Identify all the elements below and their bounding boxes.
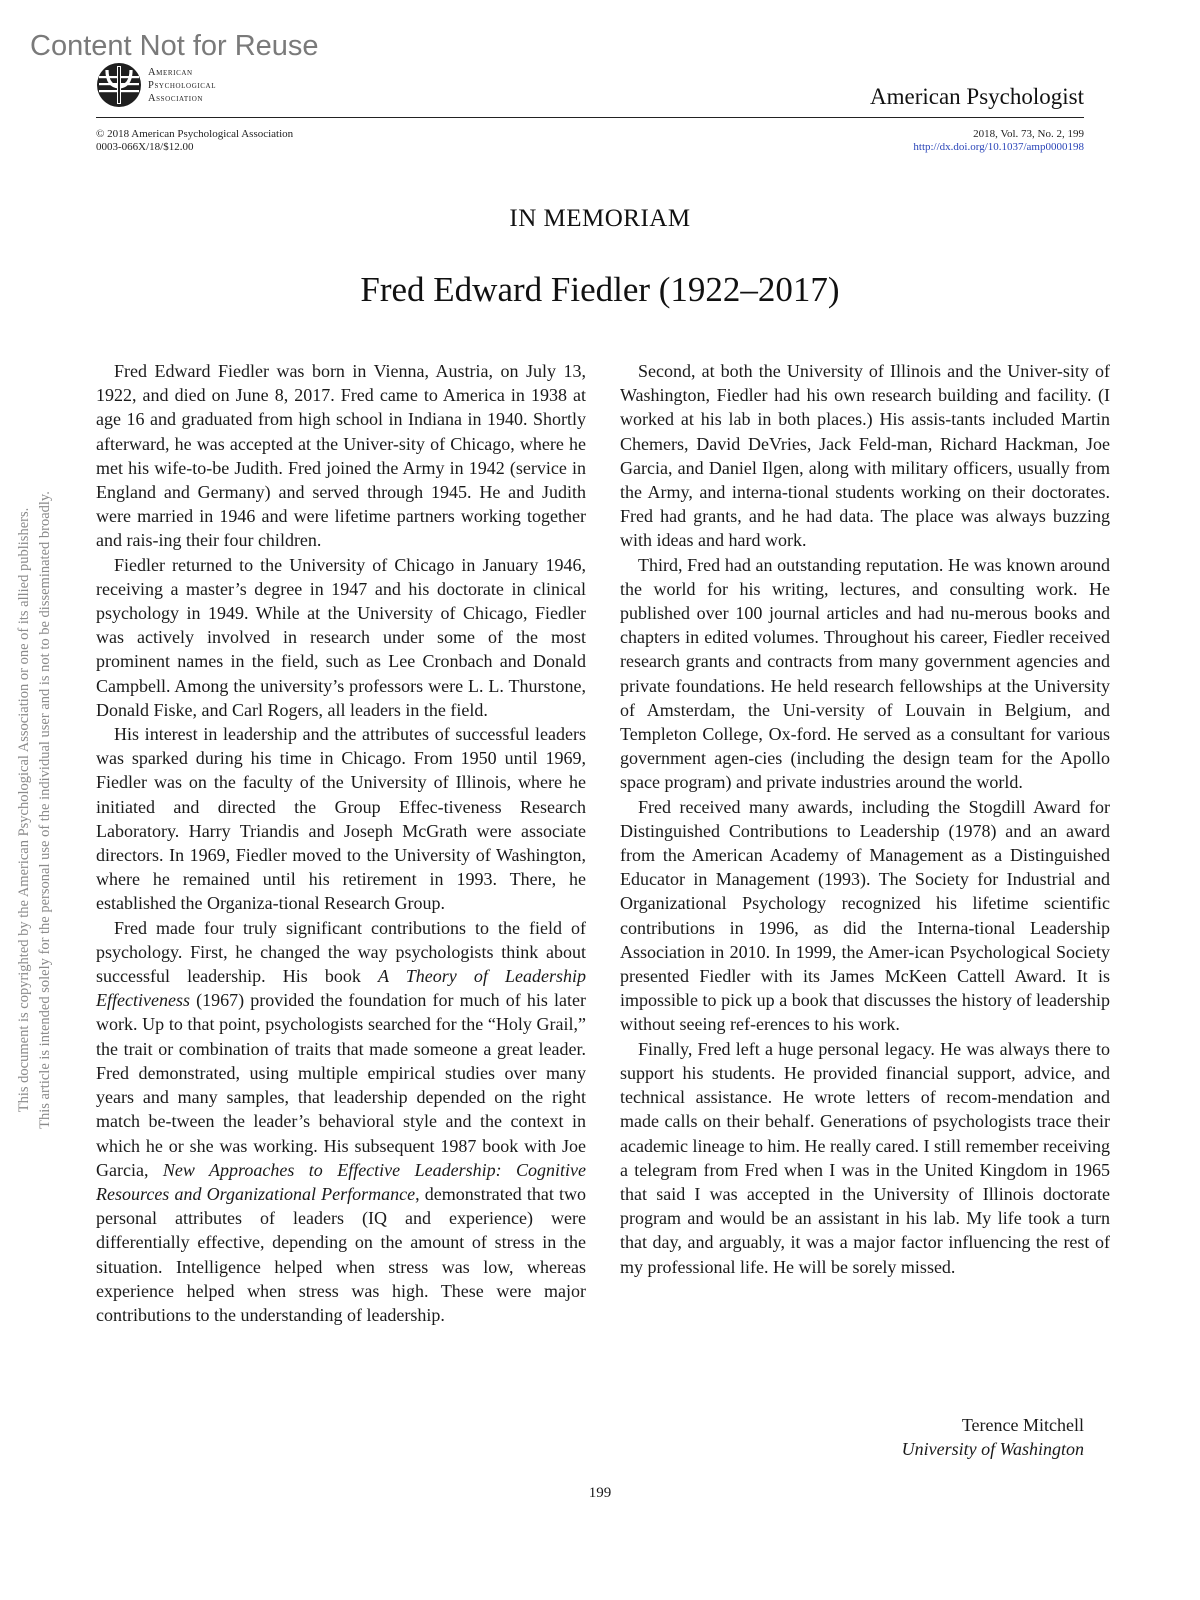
copyright-side-notice [11,440,59,1180]
header-divider [96,117,1084,118]
watermark: Content Not for Reuse [30,30,319,62]
doi-link[interactable]: http://dx.doi.org/10.1037/amp0000198 [913,141,1084,153]
paragraph-2: Fiedler returned to the University of Chicago in January 1946, receiving a master’s degree in 1947 and his doctorate in clinical psychology in 1949. While at the University of Chicago, Fiedler was actively involved in research under some of the most prominent names in the field, such as Lee Cronbach and Donald Campbell. Among the university’s professors were L. L. Thurstone, Donald Fiske, and Carl Rogers, all leaders in the field. [96,554,586,720]
paragraph-7: Fred received many awards, including the Stogdill Award for Distinguished Contributions to Leadership (1978) and an award from the American Academy of Management as a Distinguished Educator in Management (1993). The Society for Industrial and Organizational Psychology recognized his lifetime scientific contributions in 1996, as did the Interna-tional Leadership Association in 2010. In 1999, the Amer-ican Psychological Society presented Fiedler with its James McKeen Cattell Award. It is impossible to pick up a book that discusses the history of leadership without seeing ref-erences to his work. [620,796,1110,1035]
paragraph-4-part-a: Fred made four truly significant contributions to the field of psychology. First, he changed the way psychologists think about successful leadership. His book [96,917,586,987]
apa-psi-logo-icon [96,62,142,108]
citation-line: 2018, Vol. 73, No. 2, 199 [973,128,1084,140]
logo-line-3: Association [148,92,204,104]
right-column [620,359,1110,1279]
paragraph-5: Second, at both the University of Illinois and the Univer-sity of Washington, Fiedler had his own research building and facility. (I worked at his lab in both places.) His assis-tants included Martin Chemers, David DeVries, Jack Feld-man, Richard Hackman, Joe Garcia, and Daniel Ilgen, along with military officers, usually from the Army, and interna-tional students working on their doctorates. Fred had grants, and he had data. The place was always buzzing with ideas and hard work. [620,361,1110,551]
paragraph-1: Fred Edward Fiedler was born in Vienna, Austria, on July 13, 1922, and died on June 8, 2017. Fred came to America in 1938 at age 16 and graduated from high school in Indiana in 1940. Shortly afterward, he was accepted at the Univer-sity of Chicago, where he met his wife-to-be Judith. Fred joined the Army in 1942 (service in England and Germany) and served through 1945. He and Judith were married in 1946 and were lifetime partners working together and rais-ing their four children. [96,361,586,551]
logo-line-2: Psychological [148,79,217,91]
publication-meta-right [913,128,1084,154]
paragraph-6: Third, Fred had an outstanding reputation. He was known around the world for his writing, lectures, and consulting work. He published over 100 journal articles and had nu-merous books and chapters in edited volumes. Throughout his career, Fiedler received research grants and contracts from many government agencies and private foundations. He held research fellowships at the University of Amsterdam, the Uni-versity of Louvain in Belgium, and Templeton College, Ox-ford. He served as a consultant for various government agen-cies (including the design team for the Apollo space program) and private industries around the world. [620,554,1110,793]
paragraph-8: Finally, Fred left a huge personal legacy. He was always there to support his students. He provided financial support, advice, and technical assistance. He wrote letters of recom-mendation and made calls on their behalf. Generations of psychologists trace their academic lineage to him. He really cared. I still remember receiving a telegram from Fred when I was in the United Kingdom in 1965 that said I was accepted in the University of Illinois doctorate program and would be an assistant in his lab. My life took a turn that day, and arguably, it was a major factor influencing the rest of my professional life. He will be sorely missed. [620,1038,1110,1277]
paragraph-4-part-c: , demonstrated that two personal attributes of leaders (IQ and experience) were differentially effective, depending on the amount of stress in the situation. Intelligence helped when stress was low, whereas experience helped when stress was high. These were major contributions to the understanding of leadership. [96,1183,586,1325]
author-affiliation: University of Washington [901,1439,1084,1459]
apa-logo [96,62,216,108]
book-title-2: New Approaches to Effective Leadership: Cognitive Resources and Organizational Performance [96,1159,586,1204]
article-title: Fred Edward Fiedler (1922–2017) [360,270,840,309]
publication-meta-left [96,128,293,154]
paragraph-3: His interest in leadership and the attributes of successful leaders was sparked during his time in Chicago. From 1950 until 1969, Fiedler was on the faculty of the University of Illinois, where he initiated and directed the Group Effec-tiveness Research Laboratory. Harry Triandis and Joseph McGrath were associate directors. In 1969, Fiedler moved to the University of Washington, where he remained until his retirement in 1993. There, he established the Organiza-tional Research Group. [96,724,586,914]
page-number: 199 [588,1485,612,1501]
book-title-1: A Theory of Leadership Effectiveness [96,966,586,1011]
copyright-line: © 2018 American Psychological Association [96,128,294,140]
left-column [96,359,586,1327]
side-notice-line-2: This article is intended solely for the personal use of the individual user and is not to be disseminated broadly. [37,491,53,1129]
paragraph-4 [96,916,586,1327]
author-name: Terence Mitchell [961,1415,1084,1435]
journal-name: American Psychologist [870,84,1084,109]
side-notice-line-1: This document is copyrighted by the American Psychological Association or one of its allied publishers. [16,507,32,1113]
paragraph-4-part-b: (1967) provided the foundation for much of his later work. Up to that point, psychologists searched for the “Holy Grail,” the trait or combination of traits that made someone a great leader. Fred demonstrated, using multiple empirical studies over many years and many samples, that leadership depended on the right match be-tween the leader’s behavioral style and the context in which he or she was working. His subsequent 1987 book with Joe Garcia, [96,990,586,1180]
logo-line-1: American [148,66,193,78]
issn-line: 0003-066X/18/$12.00 [96,141,194,153]
section-label: IN MEMORIAM [509,205,691,232]
author-signature [902,1413,1084,1461]
